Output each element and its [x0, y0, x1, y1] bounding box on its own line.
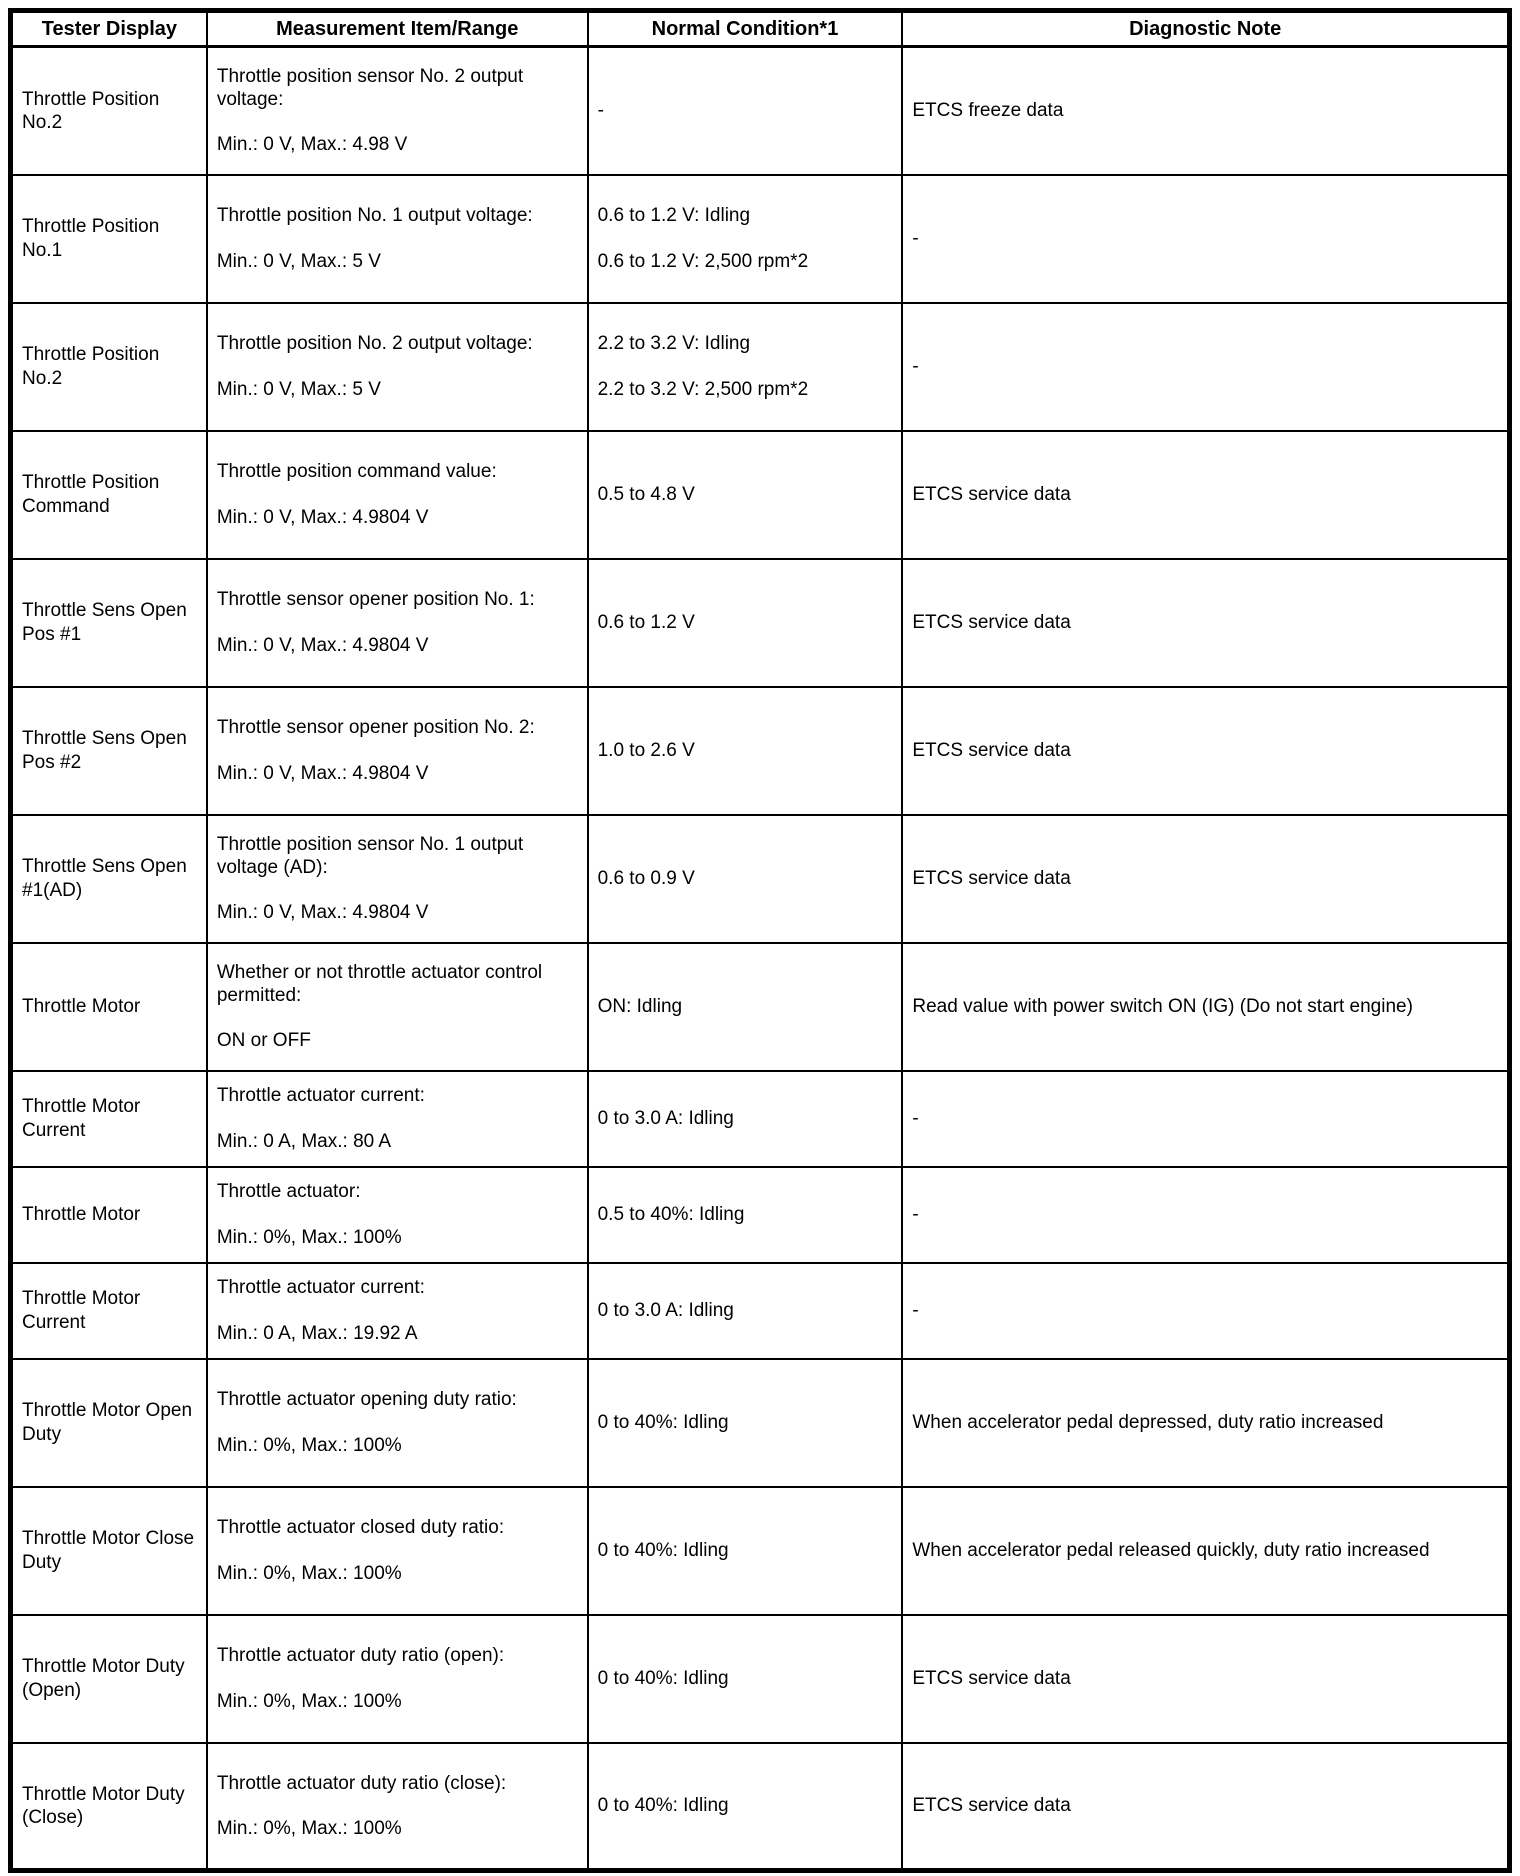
tester-display-cell: Throttle Motor Duty (Open)	[11, 1615, 207, 1743]
measurement-item: Throttle position No. 2 output voltage:	[216, 333, 533, 355]
measurement-cell	[207, 1743, 588, 1871]
measurement-cell	[207, 559, 588, 687]
tester-display-cell: Throttle Position No.1	[11, 175, 207, 303]
table-row	[11, 175, 1510, 303]
condition-cell	[588, 175, 903, 303]
table-row	[11, 943, 1510, 1071]
condition-cell	[588, 815, 903, 943]
condition-line-1: 0.5 to 40%: Idling	[597, 1203, 745, 1225]
table-row	[11, 303, 1510, 431]
condition-line-1: ON: Idling	[597, 995, 683, 1017]
measurement-range: Min.: 0 V, Max.: 4.9804 V	[216, 762, 429, 784]
condition-line-1: 0 to 40%: Idling	[597, 1795, 729, 1817]
measurement-item: Throttle actuator closed duty ratio:	[216, 1517, 505, 1539]
measurement-cell	[207, 815, 588, 943]
condition-line-1: 2.2 to 3.2 V: Idling	[597, 333, 751, 355]
measurement-range: Min.: 0 V, Max.: 4.98 V	[216, 134, 408, 156]
note-cell: ETCS freeze data	[902, 47, 1509, 175]
table-row	[11, 1071, 1510, 1167]
table-row	[11, 687, 1510, 815]
note-cell: ETCS service data	[902, 687, 1509, 815]
measurement-range: Min.: 0 V, Max.: 4.9804 V	[216, 506, 429, 528]
measurement-item: Throttle sensor opener position No. 1:	[216, 589, 535, 611]
note-cell: When accelerator pedal released quickly, duty ratio increased	[902, 1487, 1509, 1615]
table-row	[11, 559, 1510, 687]
condition-cell	[588, 943, 903, 1071]
note-cell: -	[902, 1263, 1509, 1359]
condition-line-1: 1.0 to 2.6 V	[597, 739, 695, 761]
condition-line-1: 0 to 40%: Idling	[597, 1667, 729, 1689]
condition-cell	[588, 431, 903, 559]
tester-display-cell: Throttle Motor Open Duty	[11, 1359, 207, 1487]
condition-line-1: -	[597, 100, 604, 122]
tester-display-cell: Throttle Motor Current	[11, 1263, 207, 1359]
note-cell: -	[902, 175, 1509, 303]
tester-display-cell: Throttle Motor Duty (Close)	[11, 1743, 207, 1871]
note-cell: When accelerator pedal depressed, duty ratio increased	[902, 1359, 1509, 1487]
header-measurement-item-range: Measurement Item/Range	[207, 11, 588, 47]
tester-display-cell: Throttle Motor	[11, 1167, 207, 1263]
condition-cell	[588, 1167, 903, 1263]
measurement-cell	[207, 303, 588, 431]
measurement-item: Throttle position command value:	[216, 461, 497, 483]
measurement-range: Min.: 0%, Max.: 100%	[216, 1226, 402, 1248]
condition-cell	[588, 1359, 903, 1487]
tester-display-cell: Throttle Motor Current	[11, 1071, 207, 1167]
measurement-cell	[207, 47, 588, 175]
measurement-cell	[207, 431, 588, 559]
tester-display-cell: Throttle Position No.2	[11, 303, 207, 431]
note-cell: -	[902, 303, 1509, 431]
tester-display-cell: Throttle Motor Close Duty	[11, 1487, 207, 1615]
measurement-item: Throttle actuator duty ratio (close):	[216, 1772, 507, 1794]
condition-line-1: 0 to 3.0 A: Idling	[597, 1299, 734, 1321]
measurement-cell	[207, 1071, 588, 1167]
note-cell: ETCS service data	[902, 815, 1509, 943]
table-row	[11, 1615, 1510, 1743]
measurement-range: Min.: 0 V, Max.: 5 V	[216, 250, 381, 272]
table-row	[11, 431, 1510, 559]
tester-display-cell: Throttle Position No.2	[11, 47, 207, 175]
tester-display-cell: Throttle Sens Open #1(AD)	[11, 815, 207, 943]
measurement-range: Min.: 0%, Max.: 100%	[216, 1817, 402, 1839]
note-cell: ETCS service data	[902, 1615, 1509, 1743]
condition-line-1: 0 to 40%: Idling	[597, 1411, 729, 1433]
table-row	[11, 815, 1510, 943]
condition-cell	[588, 687, 903, 815]
measurement-cell	[207, 1487, 588, 1615]
measurement-item: Throttle actuator current:	[216, 1277, 425, 1299]
header-normal-condition: Normal Condition*1	[588, 11, 903, 47]
condition-cell	[588, 1263, 903, 1359]
header-tester-display: Tester Display	[11, 11, 207, 47]
measurement-range: Min.: 0 V, Max.: 5 V	[216, 378, 381, 400]
tester-display-cell: Throttle Position Command	[11, 431, 207, 559]
note-cell: ETCS service data	[902, 1743, 1509, 1871]
measurement-cell	[207, 943, 588, 1071]
measurement-cell	[207, 1167, 588, 1263]
measurement-cell	[207, 175, 588, 303]
measurement-cell	[207, 1263, 588, 1359]
measurement-cell	[207, 687, 588, 815]
table-row	[11, 47, 1510, 175]
table-row	[11, 1487, 1510, 1615]
table-row	[11, 1167, 1510, 1263]
tester-display-cell: Throttle Sens Open Pos #2	[11, 687, 207, 815]
note-cell: -	[902, 1071, 1509, 1167]
measurement-range: Min.: 0 V, Max.: 4.9804 V	[216, 902, 429, 924]
measurement-item: Throttle actuator current:	[216, 1085, 425, 1107]
table-row	[11, 1263, 1510, 1359]
measurement-range: Min.: 0%, Max.: 100%	[216, 1434, 402, 1456]
measurement-range: Min.: 0%, Max.: 100%	[216, 1562, 402, 1584]
condition-cell	[588, 1487, 903, 1615]
condition-line-2: 0.6 to 1.2 V: 2,500 rpm*2	[597, 250, 809, 272]
measurement-range: Min.: 0 A, Max.: 19.92 A	[216, 1322, 418, 1344]
measurement-range: Min.: 0%, Max.: 100%	[216, 1690, 402, 1712]
condition-line-1: 0 to 3.0 A: Idling	[597, 1107, 734, 1129]
condition-line-1: 0.6 to 0.9 V	[597, 867, 695, 889]
note-cell: -	[902, 1167, 1509, 1263]
condition-cell	[588, 1071, 903, 1167]
tester-display-cell: Throttle Motor	[11, 943, 207, 1071]
diagnostic-data-table	[8, 8, 1512, 1873]
measurement-cell	[207, 1615, 588, 1743]
measurement-item: Throttle position sensor No. 2 output voltage:	[216, 65, 524, 111]
table-row	[11, 1743, 1510, 1871]
tester-display-cell: Throttle Sens Open Pos #1	[11, 559, 207, 687]
measurement-item: Whether or not throttle actuator control permitted:	[216, 961, 543, 1006]
condition-line-1: 0 to 40%: Idling	[597, 1539, 729, 1561]
condition-cell	[588, 303, 903, 431]
measurement-item: Throttle actuator:	[216, 1181, 361, 1203]
header-diagnostic-note: Diagnostic Note	[902, 11, 1509, 47]
header-row	[11, 11, 1510, 47]
condition-line-1: 0.5 to 4.8 V	[597, 483, 695, 505]
condition-cell	[588, 559, 903, 687]
measurement-item: Throttle position sensor No. 1 output voltage (AD):	[216, 833, 524, 878]
condition-cell	[588, 47, 903, 175]
note-cell: ETCS service data	[902, 431, 1509, 559]
condition-cell	[588, 1615, 903, 1743]
measurement-item: Throttle position No. 1 output voltage:	[216, 205, 533, 227]
condition-line-1: 0.6 to 1.2 V	[597, 611, 695, 633]
measurement-range: Min.: 0 A, Max.: 80 A	[216, 1130, 392, 1152]
measurement-item: Throttle sensor opener position No. 2:	[216, 717, 535, 739]
measurement-range: ON or OFF	[216, 1030, 311, 1052]
condition-cell	[588, 1743, 903, 1871]
condition-line-1: 0.6 to 1.2 V: Idling	[597, 205, 751, 227]
note-cell: Read value with power switch ON (IG) (Do not start engine)	[902, 943, 1509, 1071]
measurement-cell	[207, 1359, 588, 1487]
condition-line-2: 2.2 to 3.2 V: 2,500 rpm*2	[597, 378, 809, 400]
measurement-range: Min.: 0 V, Max.: 4.9804 V	[216, 634, 429, 656]
note-cell: ETCS service data	[902, 559, 1509, 687]
measurement-item: Throttle actuator duty ratio (open):	[216, 1645, 505, 1667]
table-row	[11, 1359, 1510, 1487]
measurement-item: Throttle actuator opening duty ratio:	[216, 1389, 517, 1411]
